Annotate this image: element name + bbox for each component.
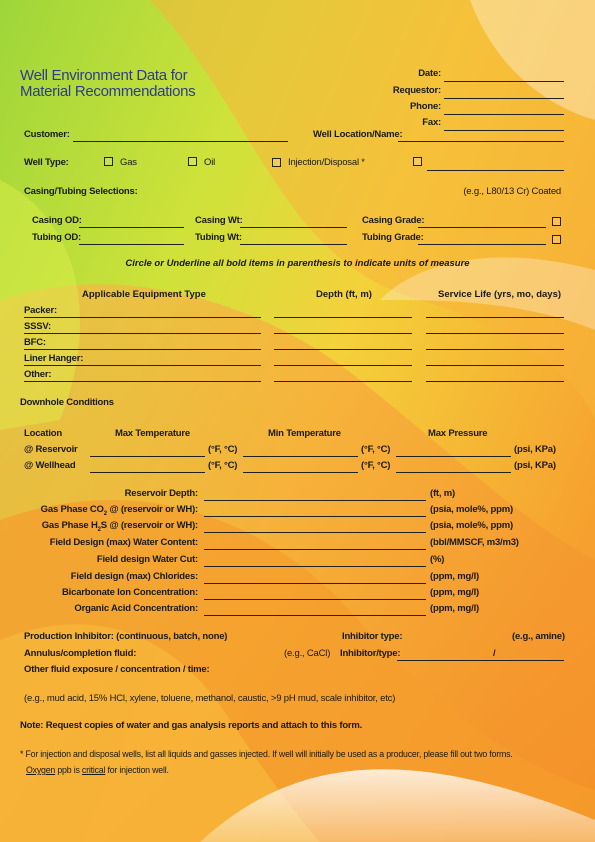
reservoir-depth-label: Reservoir Depth: [124, 488, 198, 499]
date-label: Date: [418, 68, 441, 79]
requestor-field[interactable] [444, 98, 564, 99]
max-temperature-header: Max Temperature [115, 428, 190, 439]
equipment-type-field[interactable] [24, 365, 261, 366]
service-life-field[interactable] [426, 333, 564, 334]
fax-label: Fax: [422, 117, 441, 128]
footnote-line-2: Oxygen ppb is critical for injection well. [26, 765, 169, 775]
equipment-row-label: BFC: [24, 337, 46, 348]
casing-od-label: Casing OD: [32, 215, 82, 226]
water-cut-unit: (%) [430, 554, 445, 565]
pressure-unit: (psi, KPa) [514, 444, 556, 455]
bicarbonate-field[interactable] [204, 599, 426, 600]
casing-coated-checkbox[interactable] [552, 217, 561, 226]
equipment-row-label: Packer: [24, 305, 57, 316]
tubing-od-field[interactable] [79, 244, 184, 245]
casing-example: (e.g., L80/13 Cr) Coated [463, 186, 561, 197]
inhibitor-example: (e.g., amine) [512, 631, 565, 642]
reservoir-label: @ Reservoir [24, 444, 78, 455]
oil-label: Oil [204, 157, 216, 168]
customer-label: Customer: [24, 129, 70, 140]
footnote-line-1: * For injection and disposal wells, list all liquids and gasses injected. If well will initially be used as a producer, please fill out two forms. [20, 749, 513, 759]
equipment-row-label: Other: [24, 369, 52, 380]
inhibitor-slash: / [493, 648, 496, 659]
casing-wt-field[interactable] [240, 227, 347, 228]
tubing-grade-label: Tubing Grade: [362, 232, 424, 243]
depth-field[interactable] [274, 333, 412, 334]
casing-grade-label: Casing Grade: [362, 215, 425, 226]
location-header: Location [24, 428, 62, 439]
wellhead-max-pressure-field[interactable] [396, 472, 511, 473]
reservoir-min-temp-field[interactable] [243, 456, 358, 457]
water-cut-field[interactable] [204, 566, 426, 567]
tubing-wt-label: Tubing Wt: [195, 232, 242, 243]
wellhead-min-temp-field[interactable] [243, 472, 358, 473]
casing-od-field[interactable] [79, 227, 184, 228]
temp-unit: (°F, °C) [361, 444, 391, 455]
phone-field[interactable] [444, 114, 564, 115]
gas-h2s-unit: (psia, mole%, ppm) [430, 520, 513, 531]
request-note: Note: Request copies of water and gas analysis reports and attach to this form. [20, 720, 363, 731]
service-life-field[interactable] [426, 349, 564, 350]
equipment-type-header: Applicable Equipment Type [82, 289, 206, 300]
units-note: Circle or Underline all bold items in parenthesis to indicate units of measure [125, 258, 470, 269]
annulus-label: Annulus/completion fluid: [24, 648, 137, 659]
depth-field[interactable] [274, 317, 412, 318]
gas-co2-field[interactable] [204, 516, 426, 517]
gas-h2s-field[interactable] [204, 532, 426, 533]
temp-unit: (°F, °C) [361, 460, 391, 471]
form-title [20, 68, 195, 100]
equipment-type-field[interactable] [24, 317, 261, 318]
well-location-label: Well Location/Name: [313, 129, 403, 140]
equipment-row-label: Liner Hanger: [24, 353, 84, 364]
title-line-2: Material Recommendations [20, 83, 196, 100]
wellhead-max-temp-field[interactable] [90, 472, 205, 473]
organic-acid-unit: (ppm, mg/l) [430, 603, 479, 614]
bicarbonate-unit: (ppm, mg/l) [430, 587, 479, 598]
inhibitor-type2-label: Inhibitor/type: [340, 648, 401, 659]
chlorides-field[interactable] [204, 583, 426, 584]
inhibitor-type-field[interactable] [397, 660, 564, 661]
other-well-type-field[interactable] [427, 170, 564, 171]
min-temperature-header: Min Temperature [268, 428, 341, 439]
gas-co2-unit: (psia, mole%, ppm) [430, 504, 513, 515]
oil-checkbox[interactable] [188, 157, 197, 166]
tubing-coated-checkbox[interactable] [552, 235, 561, 244]
casing-grade-field[interactable] [418, 227, 546, 228]
service-life-field[interactable] [426, 365, 564, 366]
depth-field[interactable] [274, 365, 412, 366]
other-fluid-label: Other fluid exposure / concentration / time: [24, 664, 210, 675]
phone-label: Phone: [410, 101, 441, 112]
other-well-type-checkbox[interactable] [413, 157, 422, 166]
tubing-od-label: Tubing OD: [32, 232, 82, 243]
bicarbonate-label: Bicarbonate Ion Concentration: [62, 587, 198, 598]
other-fluid-examples: (e.g., mud acid, 15% HCl, xylene, toluene, methanol, caustic, >9 pH mud, scale inhibitor, etc) [24, 693, 396, 704]
equipment-row-label: SSSV: [24, 321, 51, 332]
injection-checkbox[interactable] [272, 158, 281, 167]
reservoir-max-temp-field[interactable] [90, 456, 205, 457]
requestor-label: Requestor: [392, 85, 441, 96]
well-type-label: Well Type: [24, 157, 69, 168]
reservoir-depth-field[interactable] [204, 500, 426, 501]
casing-wt-label: Casing Wt: [195, 215, 243, 226]
well-location-field[interactable] [398, 141, 564, 142]
equipment-type-field[interactable] [24, 349, 261, 350]
annulus-example: (e.g., CaCl) [284, 648, 331, 659]
gas-checkbox[interactable] [104, 157, 113, 166]
chlorides-unit: (ppm, mg/l) [430, 571, 479, 582]
wellhead-label: @ Wellhead [24, 460, 76, 471]
gas-label: Gas [120, 157, 137, 168]
temp-unit: (°F, °C) [208, 460, 238, 471]
title-line-1: Well Environment Data for [20, 67, 188, 84]
max-pressure-header: Max Pressure [428, 428, 488, 439]
customer-field[interactable] [73, 141, 288, 142]
organic-acid-label: Organic Acid Concentration: [74, 603, 198, 614]
gas-co2-label: Gas Phase $CO_2$ @ (reservoir or WH): [40, 504, 198, 517]
downhole-conditions-heading: Downhole Conditions [20, 397, 114, 408]
date-field[interactable] [444, 81, 564, 82]
service-life-header: Service Life (yrs, mo, days) [438, 289, 562, 300]
temp-unit: (°F, °C) [208, 444, 238, 455]
water-content-field[interactable] [204, 549, 426, 550]
fax-field[interactable] [444, 130, 564, 131]
injection-label: Injection/Disposal * [288, 157, 365, 168]
water-cut-label: Field design Water Cut: [96, 554, 198, 565]
depth-field[interactable] [274, 349, 412, 350]
reservoir-depth-unit: (ft, m) [430, 488, 455, 499]
pressure-unit: (psi, KPa) [514, 460, 556, 471]
production-inhibitor-label: Production Inhibitor: (continuous, batch, none) [24, 631, 228, 642]
chlorides-label: Field design (max) Chlorides: [70, 571, 198, 582]
gas-h2s-label: Gas Phase $H_2S$ @ (reservoir or WH): [41, 520, 198, 533]
depth-header: Depth (ft, m) [316, 289, 372, 300]
water-content-unit: (bbl/MMSCF, m3/m3) [430, 537, 519, 548]
inhibitor-type-label: Inhibitor type: [342, 631, 403, 642]
organic-acid-field[interactable] [204, 615, 426, 616]
equipment-type-field[interactable] [24, 333, 261, 334]
tubing-wt-field[interactable] [240, 244, 347, 245]
depth-field[interactable] [274, 381, 412, 382]
service-life-field[interactable] [426, 381, 564, 382]
water-content-label: Field Design (max) Water Content: [49, 537, 198, 548]
tubing-grade-field[interactable] [418, 244, 546, 245]
service-life-field[interactable] [426, 317, 564, 318]
equipment-type-field[interactable] [24, 381, 261, 382]
casing-tubing-label: Casing/Tubing Selections: [24, 186, 138, 197]
reservoir-max-pressure-field[interactable] [396, 456, 511, 457]
